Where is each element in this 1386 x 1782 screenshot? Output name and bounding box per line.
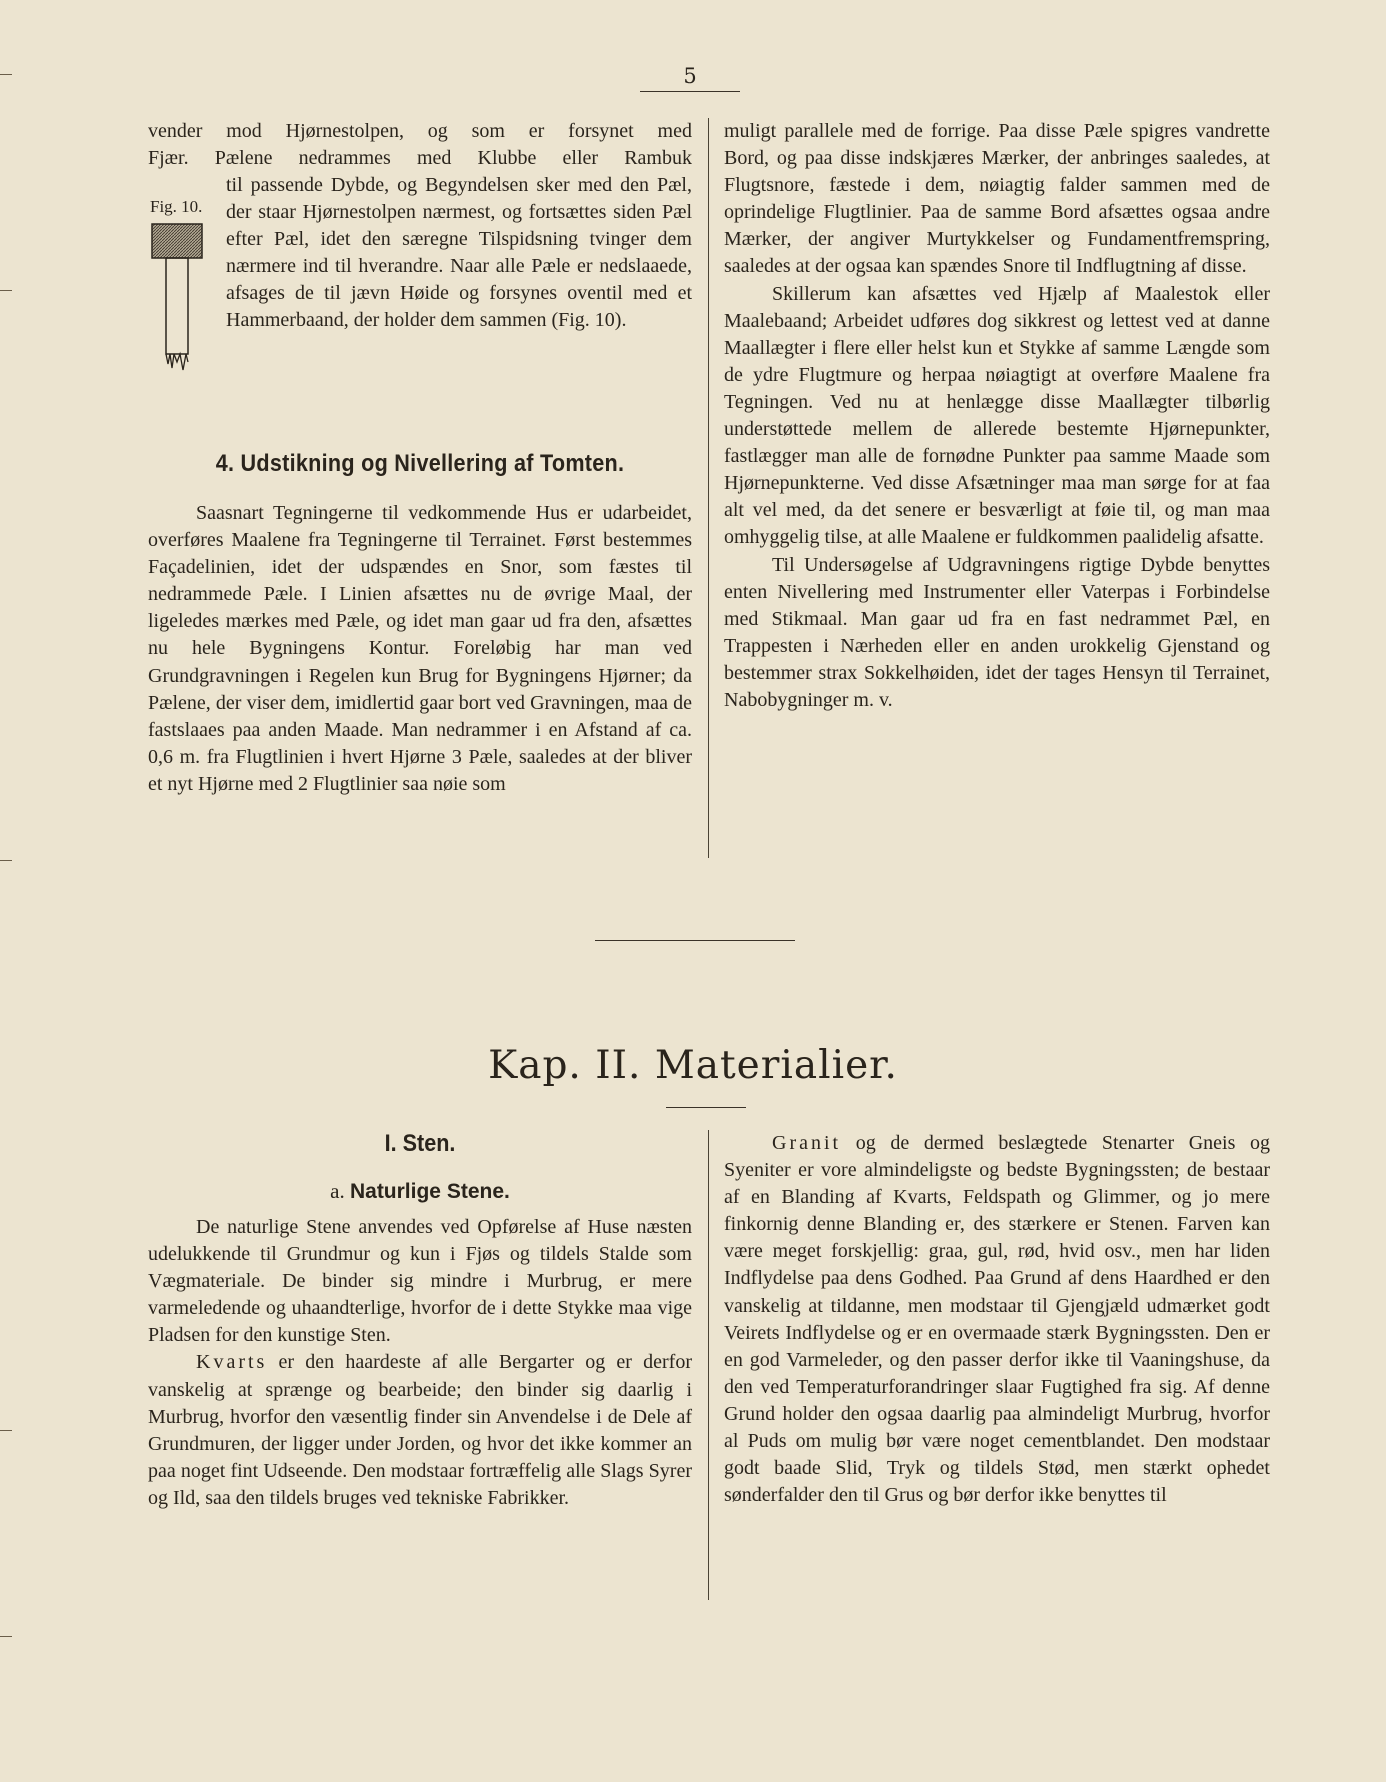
margin-mark bbox=[0, 290, 12, 291]
text-line: vender mod Hjørnestolpen, og som er forsynet med bbox=[148, 120, 692, 142]
page-number: 5 bbox=[640, 64, 740, 92]
paragraph bbox=[724, 1130, 1270, 1509]
paragraph: muligt parallele med de forrige. Paa disse Pæle spigres vandrette Bord, og paa disse indskjæres Mærker, der anbringes saaledes, at Flugtsnore, fæstede i dem, nøiagtig falder sammen med de oprindelige Flugtlinier. Paa de samme Bord afsættes ogsaa andre Mærker, der angiver Murtykkelser og Fundamentfremspring, saaledes at der ogsaa kan spændes Snore til Indflugtning af disse. bbox=[724, 120, 1270, 278]
paragraph: Saasnart Tegningerne til vedkommende Hus er udarbeidet, overføres Maalene fra Tegningerne til Terrainet. Først bestemmes Façadelinien, idet der udspændes en Snor, som fæstes til nedrammede Pæle. I Linien afsættes nu de øvrige Maal, der ligeledes mærkes med Pæle, og idet man gaar ud fra den, afsættes nu hele Bygningens Kontur. Foreløbig har man ved Grundgravningen i Regelen kun Brug for Bygningens Hjørner; da Pælene, der viser dem, imidlertid gaar bort ved Gravningen, maa de fastslaaes paa anden Maade. Man nedrammer i en Afstand af ca. 0,6 m. fra Flugtlinien i hvert Hjørne 3 Pæle, saaledes at der bliver et nyt Hjørne med 2 Flugtlinier saa nøie som bbox=[148, 502, 692, 795]
text-line: Fjær. Pælene nedrammes med Klubbe eller Rambuk bbox=[148, 147, 692, 170]
paragraph: Skillerum kan afsættes ved Hjælp af Maalestok eller Maalebaand; Arbeidet udføres dog sikkrest og lettest ved at danne Maallægter i flere eller helst kun et Stykke af samme Længde som de ydre Flugtmure og herpaa nøiagtigt at overføre Maalene fra Tegningen. Ved nu at henlægge disse Maallægter tilbørlig understøttede mellem de allerede bestemte Hjørnepunkter, fastlægger man alle de fornødne Punkter paa samme Maade som Hjørnepunkterne. Ved disse Afsætninger maa man sørge for at faa alt vel med, da det senere er besværligt at føie til, og man maa omhyggelig tilse, at alle Maalene er fuldkommen paalidelig afsatte. bbox=[724, 282, 1270, 549]
section4-body bbox=[148, 500, 692, 798]
hammer-band-shape bbox=[152, 224, 202, 258]
subsection-heading bbox=[148, 1179, 692, 1204]
paragraph: Til Undersøgelse af Udgravningens rigtige Dybde benyttes enten Nivellering med Instrumenter eller Vaterpas i Forbindelse med Stikmaal. Man gaar ud fra en fast nedrammet Pæl, en Trappesten i Nærheden eller en anden urokkelig Gjenstand og bestemmer strax Sokkelhøiden, idet der tages Hensyn til Terrainet, Nabobygninger m. v. bbox=[724, 553, 1270, 711]
term: Kvarts bbox=[196, 1351, 268, 1374]
top-left-intro bbox=[148, 118, 692, 172]
column-divider bbox=[708, 118, 709, 858]
subsection-prefix: a. bbox=[330, 1179, 345, 1203]
chapter-rule bbox=[666, 1107, 746, 1108]
margin-mark bbox=[0, 1636, 12, 1637]
column-divider bbox=[708, 1130, 709, 1600]
bottom-left-column bbox=[148, 1214, 692, 1512]
top-left-text-beside-figure bbox=[226, 172, 692, 335]
margin-mark bbox=[0, 74, 12, 75]
paragraph bbox=[148, 1349, 692, 1512]
paragraph-text: og de dermed beslægtede Stenarter Gneis og Syeniter er vore almindeligste og bedste Bygningssten; de bestaar af en Blanding af Kvarts, Feldspath og Glimmer, og jo mere finkornig denne Blanding er, des stærkere er Stenen. Farven kan være meget forskjellig: graa, gul, rød, hvid osv., men har liden Indflydelse paa dens Godhed. Paa Grund af dens Haardhed er den vanskelig at tildanne, men modstaar til Gjengjæld udmærket godt Veirets Indflydelse og er en overmaade stærk Bygningssten. Den er en god Varmeleder, og den passer derfor ikke til Vaaningshuse, da den ved Temperaturforandringer slaar Fugtighed fra sig. Af denne Grund holder den ogsaa daarlig paa almindeligt Murbrug, hvorfor al Puds om mulig bør være noget cementblandet. Den modstaar godt baade Slid, Tryk og tildels Stød, men stærkt ophedet sønderfalder den til Grus og bør derfor ikke benyttes til bbox=[724, 1132, 1270, 1507]
term: Granit bbox=[772, 1132, 842, 1154]
subsection-title: Naturlige Stene. bbox=[349, 1180, 510, 1203]
figure-label: Fig. 10. bbox=[150, 197, 203, 216]
bottom-right-column bbox=[724, 1130, 1270, 1509]
margin-mark bbox=[0, 860, 12, 861]
pile-figure-illustration bbox=[150, 220, 206, 380]
section-heading: I. Sten. bbox=[384, 1130, 456, 1157]
pile-shape bbox=[166, 258, 188, 354]
chapter-title: Kap. II. Materialier. bbox=[488, 1043, 898, 1088]
top-right-column bbox=[724, 118, 1270, 714]
paragraph: De naturlige Stene anvendes ved Opførelse af Huse næsten udelukkende til Grundmur og kun i Fjøs og tildels Stalde som Vægmateriale. De binder sig mindre i Murbrug, er mere varmeledende og uhaandterlige, hvorfor de i dette Stykke maa vige Pladsen for den kunstige Sten. bbox=[148, 1216, 692, 1347]
paragraph: til passende Dybde, og Begyndelsen sker med den Pæl, der staar Hjørnestolpen nærmest, og fortsættes siden Pæl efter Pæl, idet den særegne Tilspidsning tvinger dem nærmere ind til hverandre. Naar alle Pæle er nedslaaede, afsages de til jævn Høide og forsynes oventil med et Hammerbaand, der holder dem sammen (Fig. 10). bbox=[226, 174, 692, 332]
margin-mark bbox=[0, 1430, 12, 1431]
section-heading: 4. Udstikning og Nivellering af Tomten. bbox=[215, 450, 625, 477]
paragraph-text: er den haardeste af alle Bergarter og er derfor vanskelig at sprænge og bearbeide; den binder sig daarlig i Murbrug, hvorfor den væsentlig finder sin Anvendelse i de Dele af Grundmuren, der ligger under Jorden, og hvor det ikke kommer an paa noget fint Udseende. Den modstaar fortræffelig alle Slags Syrer og Ild, saa den tildels bruges ved tekniske Fabrikker. bbox=[148, 1351, 692, 1509]
section-divider bbox=[595, 940, 795, 941]
